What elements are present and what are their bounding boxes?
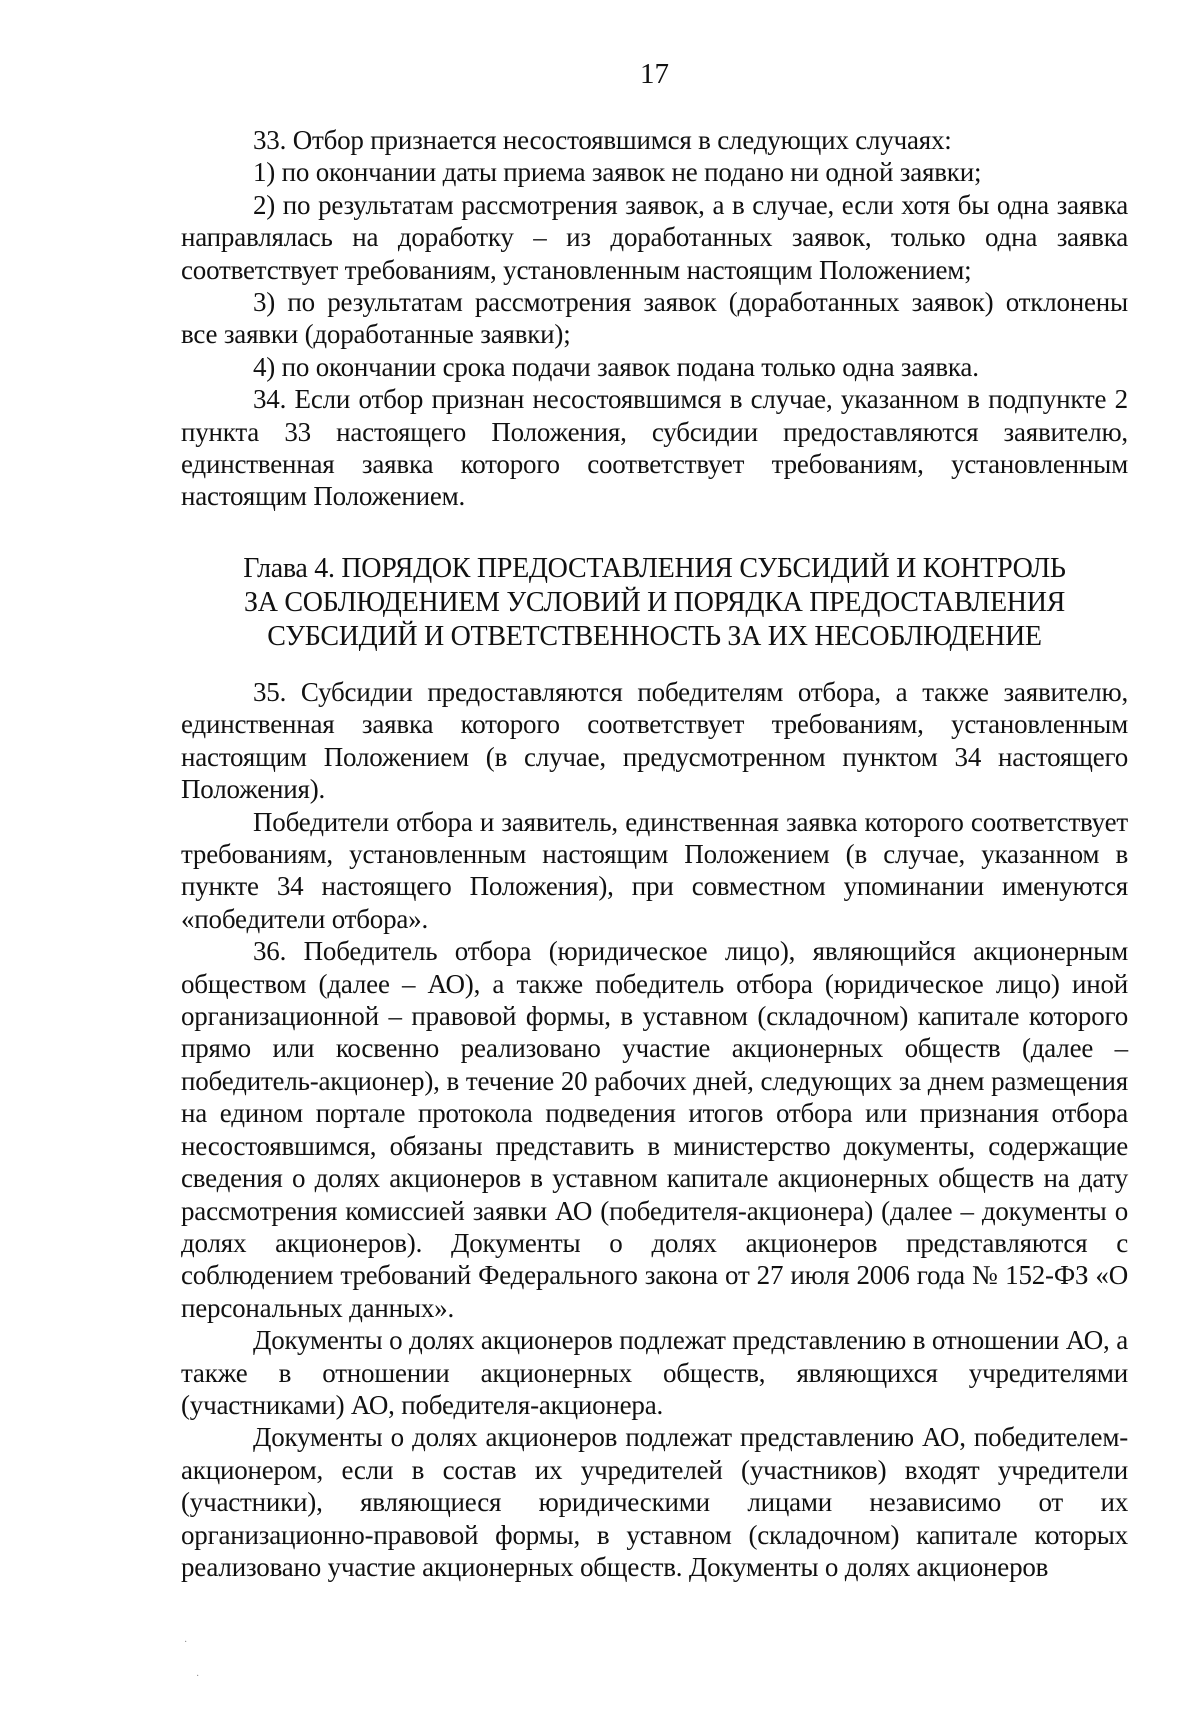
paragraph-34: 34. Если отбор признан несостоявшимся в случае, указанном в подпункте 2 пункта 33 настоящего Положения, субсидии предоставляются заявителю, единственная заявка которого соответствует требованиям, установленным настоящим Положением. <box>181 384 1128 512</box>
chapter-4-paragraphs <box>181 676 1128 1583</box>
page-number: 17 <box>640 58 669 90</box>
paragraph-36-continued-1: Документы о долях акционеров подлежат представлению в отношении АО, а также в отношении акционерных обществ, являющихся учредителями (участниками) АО, победителя-акционера. <box>181 1325 1128 1420</box>
scan-speck: · <box>196 1671 200 1682</box>
paragraph-33-item-1: 1) по окончании даты приема заявок не подано ни одной заявки; <box>253 157 982 188</box>
chapter-heading-line: Глава 4. ПОРЯДОК ПРЕДОСТАВЛЕНИЯ СУБСИДИЙ И КОНТРОЛЬ <box>243 553 1066 584</box>
paragraph-33-item-2: 2) по результатам рассмотрения заявок, а в случае, если хотя бы одна заявка направлялась на доработку – из доработанных заявок, только одна заявка соответствует требованиям, установленным настоящим Положением; <box>181 189 1128 285</box>
scan-speck: · <box>184 1637 188 1648</box>
paragraph-33-item-4: 4) по окончании срока подачи заявок подана только одна заявка. <box>253 351 979 382</box>
paragraphs-before-chapter <box>181 124 1128 513</box>
chapter-heading-line: ЗА СОБЛЮДЕНИЕМ УСЛОВИЙ И ПОРЯДКА ПРЕДОСТАВЛЕНИЯ <box>244 587 1065 618</box>
chapter-heading-line: СУБСИДИЙ И ОТВЕТСТВЕННОСТЬ ЗА ИХ НЕСОБЛЮДЕНИЕ <box>267 621 1042 652</box>
paragraph-33: 33. Отбор признается несостоявшимся в следующих случаях: <box>253 125 952 155</box>
paragraph-35: 35. Субсидии предоставляются победителям отбора, а также заявителю, единственная заявка которого соответствует требованиям, установленным настоящим Положением (в случае, предусмотренном пунктом 34 настоящего Положения). <box>181 677 1128 805</box>
chapter-heading <box>181 552 1128 654</box>
paragraph-36: 36. Победитель отбора (юридическое лицо), являющийся акционерным обществом (далее – АО), а также победитель отбора (юридическое лицо) иной организационной – правовой формы, в уставном (складочном) капитале которого прямо или косвенно реализовано участие акционерных обществ (далее – победитель-акционер), в течение 20 рабочих дней, следующих за днем размещения на едином портале протокола подведения итогов отбора или признания отбора несостоявшимся, обязаны представить в министерство документы, содержащие сведения о долях акционеров в уставном капитале акционерных обществ на дату рассмотрения комиссией заявки АО (победителя-акционера) (далее – документы о долях акционеров). Документы о долях акционеров представляются с соблюдением требований Федерального закона от 27 июля 2006 года № 152-ФЗ «О персональных данных». <box>181 936 1128 1323</box>
paragraph-35-continued: Победители отбора и заявитель, единственная заявка которого соответствует требованиям, установленным настоящим Положением (в случае, указанном в пункте 34 настоящего Положения), при совместном упоминании именуются «победители отбора». <box>181 806 1128 934</box>
paragraph-36-continued-2: Документы о долях акционеров подлежат представлению АО, победителем-акционером, если в состав их учредителей (участников) входят учредители (участники), являющиеся юридическими лицами независимо от их организационно-правовой формы, в уставном (складочном) капитале которых реализовано участие акционерных обществ. Документы о долях акционеров <box>181 1422 1128 1582</box>
paragraph-33-item-3: 3) по результатам рассмотрения заявок (доработанных заявок) отклонены все заявки (доработанные заявки); <box>181 287 1128 350</box>
